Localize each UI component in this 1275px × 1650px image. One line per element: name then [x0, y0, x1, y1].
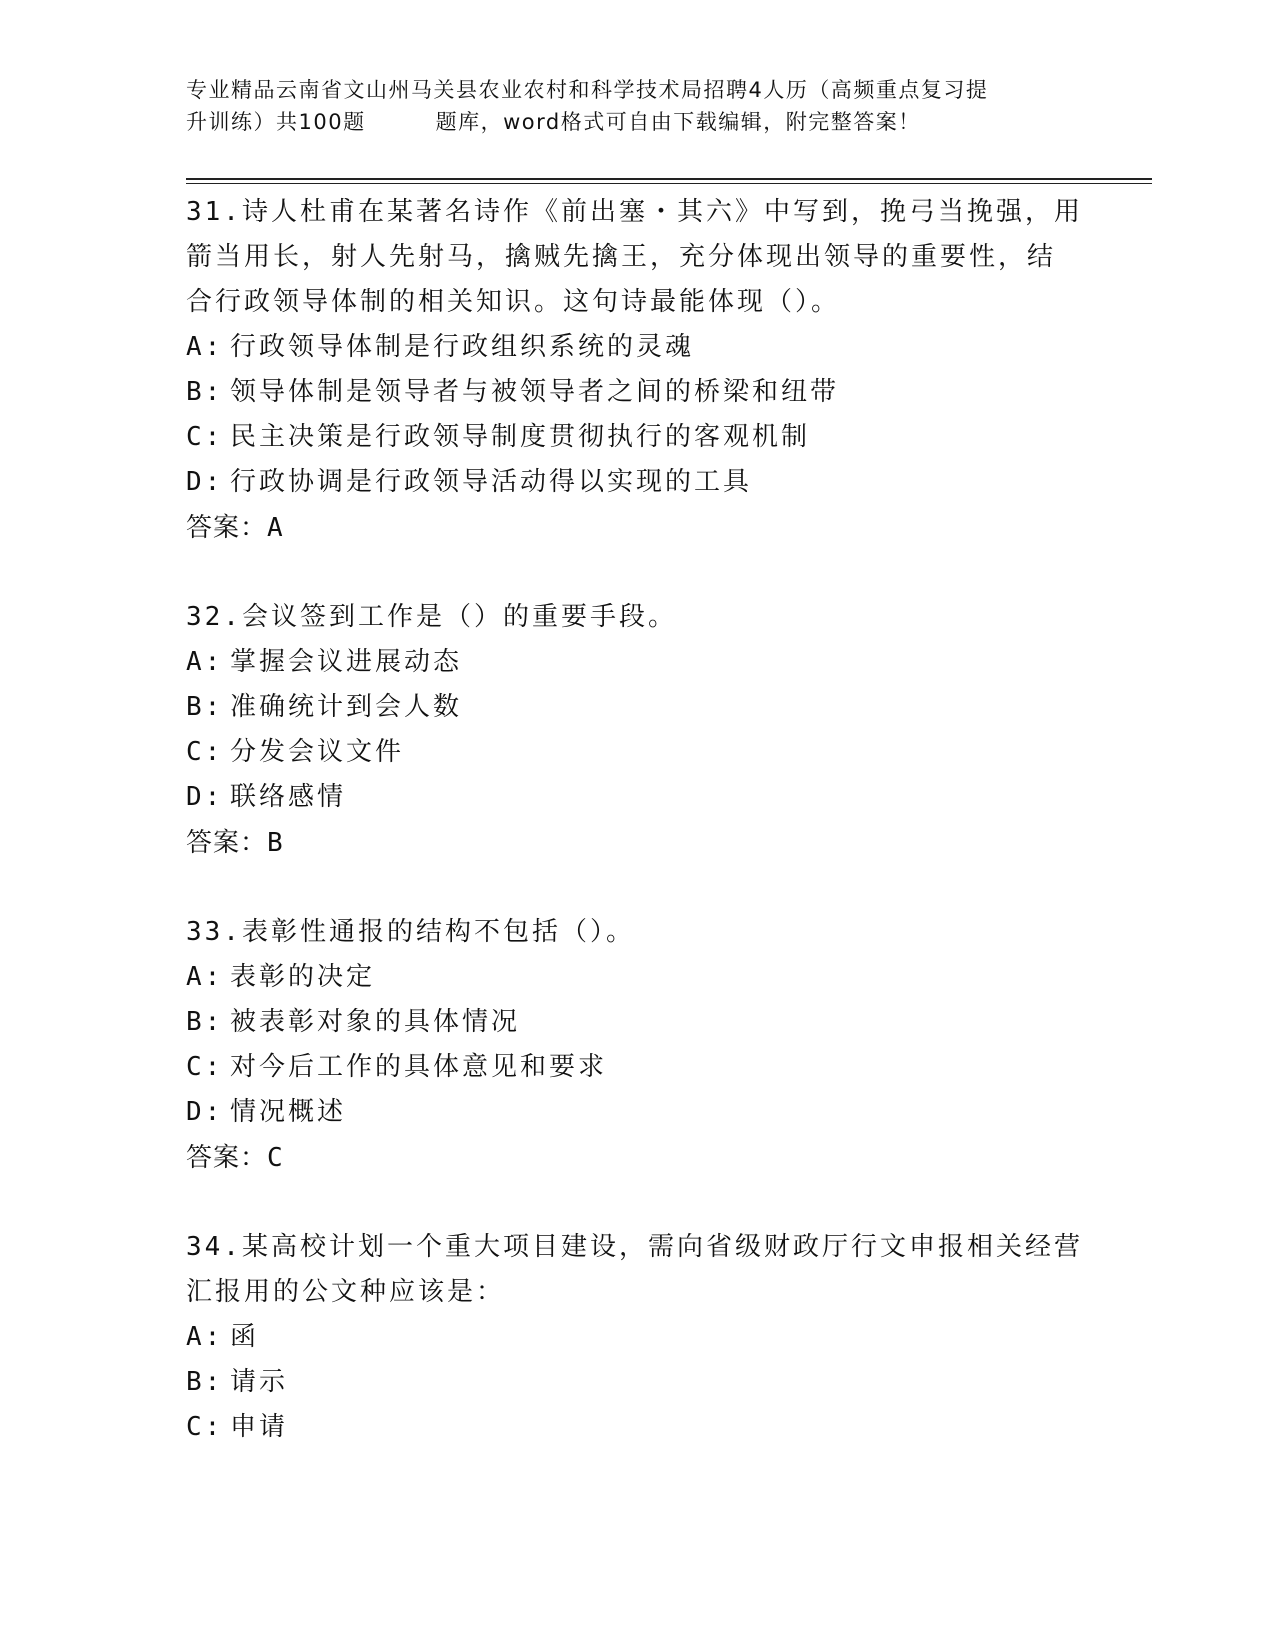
option-text: 领导体制是领导者与被领导者之间的桥梁和纽带: [230, 377, 840, 407]
option-c: [186, 1405, 1086, 1450]
option-key: C:: [186, 1412, 224, 1442]
option-text: 掌握会议进展动态: [230, 647, 463, 677]
option-c: [186, 730, 1086, 775]
option-c: [186, 1045, 1086, 1090]
option-text: 被表彰对象的具体情况: [230, 1007, 521, 1037]
answer-value: B: [267, 828, 284, 858]
question-list: [186, 190, 1086, 1450]
header-line-1: 专业精品云南省文山州马关县农业农村和科学技术局招聘4人历（高频重点复习提: [186, 78, 989, 102]
option-text: 表彰的决定: [230, 962, 376, 992]
question-stem-line: 32.会议签到工作是（）的重要手段。: [186, 602, 677, 632]
option-d: [186, 775, 1086, 820]
question-stem-line: 34.某高校计划一个重大项目建设，需向省级财政厅行文申报相关经营: [186, 1232, 1083, 1262]
option-key: B:: [186, 1007, 224, 1037]
option-c: [186, 415, 1086, 460]
answer-value: A: [267, 513, 284, 543]
option-b: [186, 685, 1086, 730]
option-text: 情况概述: [230, 1097, 347, 1127]
option-key: D:: [186, 782, 224, 812]
option-key: B:: [186, 1367, 224, 1397]
question-stem-line: 汇报用的公文种应该是：: [186, 1277, 506, 1307]
option-key: C:: [186, 422, 224, 452]
option-text: 函: [230, 1322, 260, 1352]
option-a: [186, 1315, 1086, 1360]
option-b: [186, 1360, 1086, 1405]
option-key: A:: [186, 647, 224, 677]
option-text: 行政协调是行政领导活动得以实现的工具: [230, 467, 753, 497]
option-text: 申请: [230, 1412, 289, 1442]
answer-label: 答案：: [186, 1143, 268, 1173]
header-rule-thick: [186, 178, 1152, 180]
option-text: 行政领导体制是行政组织系统的灵魂: [230, 332, 695, 362]
header-line-2-part-2: 题库，word格式可自由下载编辑，附完整答案！: [435, 110, 921, 134]
option-text: 请示: [230, 1367, 289, 1397]
answer-label: 答案：: [186, 828, 268, 858]
option-a: [186, 325, 1086, 370]
option-a: [186, 640, 1086, 685]
question-31: [186, 190, 1086, 551]
option-text: 准确统计到会人数: [230, 692, 463, 722]
option-b: [186, 370, 1086, 415]
option-b: [186, 1000, 1086, 1045]
option-key: D:: [186, 1097, 224, 1127]
question-stem-line: 箭当用长，射人先射马，擒贼先擒王，充分体现出领导的重要性，结: [186, 242, 1057, 272]
option-a: [186, 955, 1086, 1000]
option-text: 分发会议文件: [230, 737, 405, 767]
option-key: B:: [186, 377, 224, 407]
header-line-2-part-1: 升训练）共100题: [186, 110, 366, 134]
answer-value: C: [267, 1143, 284, 1173]
question-stem-line: 合行政领导体制的相关知识。这句诗最能体现（）。: [186, 287, 841, 317]
option-key: A:: [186, 1322, 224, 1352]
answer-label: 答案：: [186, 513, 268, 543]
option-key: A:: [186, 962, 224, 992]
option-key: C:: [186, 737, 224, 767]
question-34: [186, 1225, 1086, 1450]
question-33: [186, 910, 1086, 1181]
option-text: 民主决策是行政领导制度贯彻执行的客观机制: [230, 422, 811, 452]
option-d: [186, 1090, 1086, 1135]
option-text: 对今后工作的具体意见和要求: [230, 1052, 608, 1082]
question-stem-line: 31.诗人杜甫在某著名诗作《前出塞・其六》中写到，挽弓当挽强，用: [186, 197, 1083, 227]
answer-line: [186, 1135, 1086, 1181]
option-d: [186, 460, 1086, 505]
question-stem-line: 33.表彰性通报的结构不包括（）。: [186, 917, 635, 947]
option-key: D:: [186, 467, 224, 497]
answer-line: [186, 820, 1086, 866]
option-key: A:: [186, 332, 224, 362]
header-line-2: [186, 106, 1086, 138]
option-text: 联络感情: [230, 782, 347, 812]
header-rule-thin: [186, 183, 1152, 184]
document-header: [186, 74, 1086, 138]
answer-line: [186, 505, 1086, 551]
option-key: C:: [186, 1052, 224, 1082]
question-32: [186, 595, 1086, 866]
option-key: B:: [186, 692, 224, 722]
